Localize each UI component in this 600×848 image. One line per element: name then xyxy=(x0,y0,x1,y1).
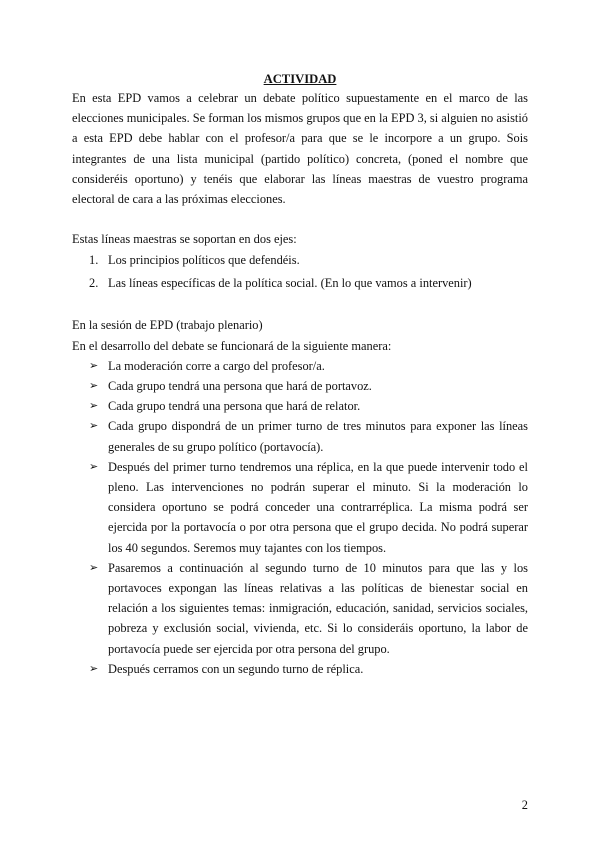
axes-list-item xyxy=(72,249,528,272)
rule-text: La moderación corre a cargo del profesor/a. xyxy=(108,358,325,373)
rule-item xyxy=(72,376,528,396)
arrow-bullet-icon: ➢ xyxy=(89,661,99,675)
document-page xyxy=(72,70,528,679)
spacer xyxy=(72,209,528,229)
spacer xyxy=(72,295,528,315)
arrow-bullet-icon: ➢ xyxy=(89,358,99,372)
axes-heading: Estas líneas maestras se soportan en dos ejes: xyxy=(72,232,297,247)
list-item-text: Los principios políticos que defendéis. xyxy=(108,253,300,268)
arrow-bullet-icon: ➢ xyxy=(89,459,99,473)
intro-paragraph: En esta EPD vamos a celebrar un debate político supuestamente en el marco de las elecciones municipales. Se forman los mismos grupos que en la EPD 3, si alguien no asistió a esta EPD debe hablar con el profesor/a para que se le incorpore a un grupo. Sois integrantes de una lista municipal (partido político) concreta, (poned el nombre que consideréis oportuno) y tenéis que elaborar las líneas maestras de vuestro programa electoral de cara a las próximas elecciones. xyxy=(72,91,528,207)
list-number: 2. xyxy=(89,276,99,291)
rule-text: Pasaremos a continuación al segundo turno de 10 minutos para que las y los portavoces expongan las líneas relativas a las políticas de bienestar social en relación a los siguientes temas: inmigración, educación, sanidad, servicios sociales, pobreza y exclusión social, vivienda, etc. Si lo consideráis oportuno, la labor de portavocía puede ser ejercida por otra persona del grupo. xyxy=(108,560,528,656)
page-number: 2 xyxy=(521,798,528,812)
rule-item xyxy=(72,416,528,456)
debate-heading: En el desarrollo del debate se funcionará de la siguiente manera: xyxy=(72,338,392,353)
rule-text: Cada grupo dispondrá de un primer turno de tres minutos para exponer las líneas generales de su grupo político (portavocía). xyxy=(108,419,528,454)
rule-item xyxy=(72,457,528,558)
rule-item xyxy=(72,356,528,376)
rules-list xyxy=(72,356,528,679)
rule-text: Después del primer turno tendremos una réplica, en la que puede intervenir todo el pleno. Las intervenciones no podrán superar el minuto. Si la moderación lo considera oportuno se podrá conceder una contrarréplica. La misma podrá ser ejercida por la portavocía o por otra persona que el grupo decida. No podrá superar los 40 segundos. Seremos muy tajantes con los tiempos. xyxy=(108,459,528,555)
session-heading: En la sesión de EPD (trabajo plenario) xyxy=(72,318,263,333)
arrow-bullet-icon: ➢ xyxy=(89,399,99,413)
list-number: 1. xyxy=(89,253,99,268)
rule-text: Cada grupo tendrá una persona que hará de portavoz. xyxy=(108,379,372,394)
arrow-bullet-icon: ➢ xyxy=(89,419,99,433)
arrow-bullet-icon: ➢ xyxy=(89,560,99,574)
rule-text: Cada grupo tendrá una persona que hará de relator. xyxy=(108,399,361,414)
rule-item xyxy=(72,396,528,416)
axes-list xyxy=(72,249,528,295)
rule-item xyxy=(72,659,528,679)
rule-item xyxy=(72,558,528,659)
rule-text: Después cerramos con un segundo turno de réplica. xyxy=(108,661,364,676)
axes-list-item xyxy=(72,272,528,295)
arrow-bullet-icon: ➢ xyxy=(89,379,99,393)
document-title: ACTIVIDAD xyxy=(263,72,337,86)
list-item-text: Las líneas específicas de la política social. (En lo que vamos a intervenir) xyxy=(108,276,472,291)
